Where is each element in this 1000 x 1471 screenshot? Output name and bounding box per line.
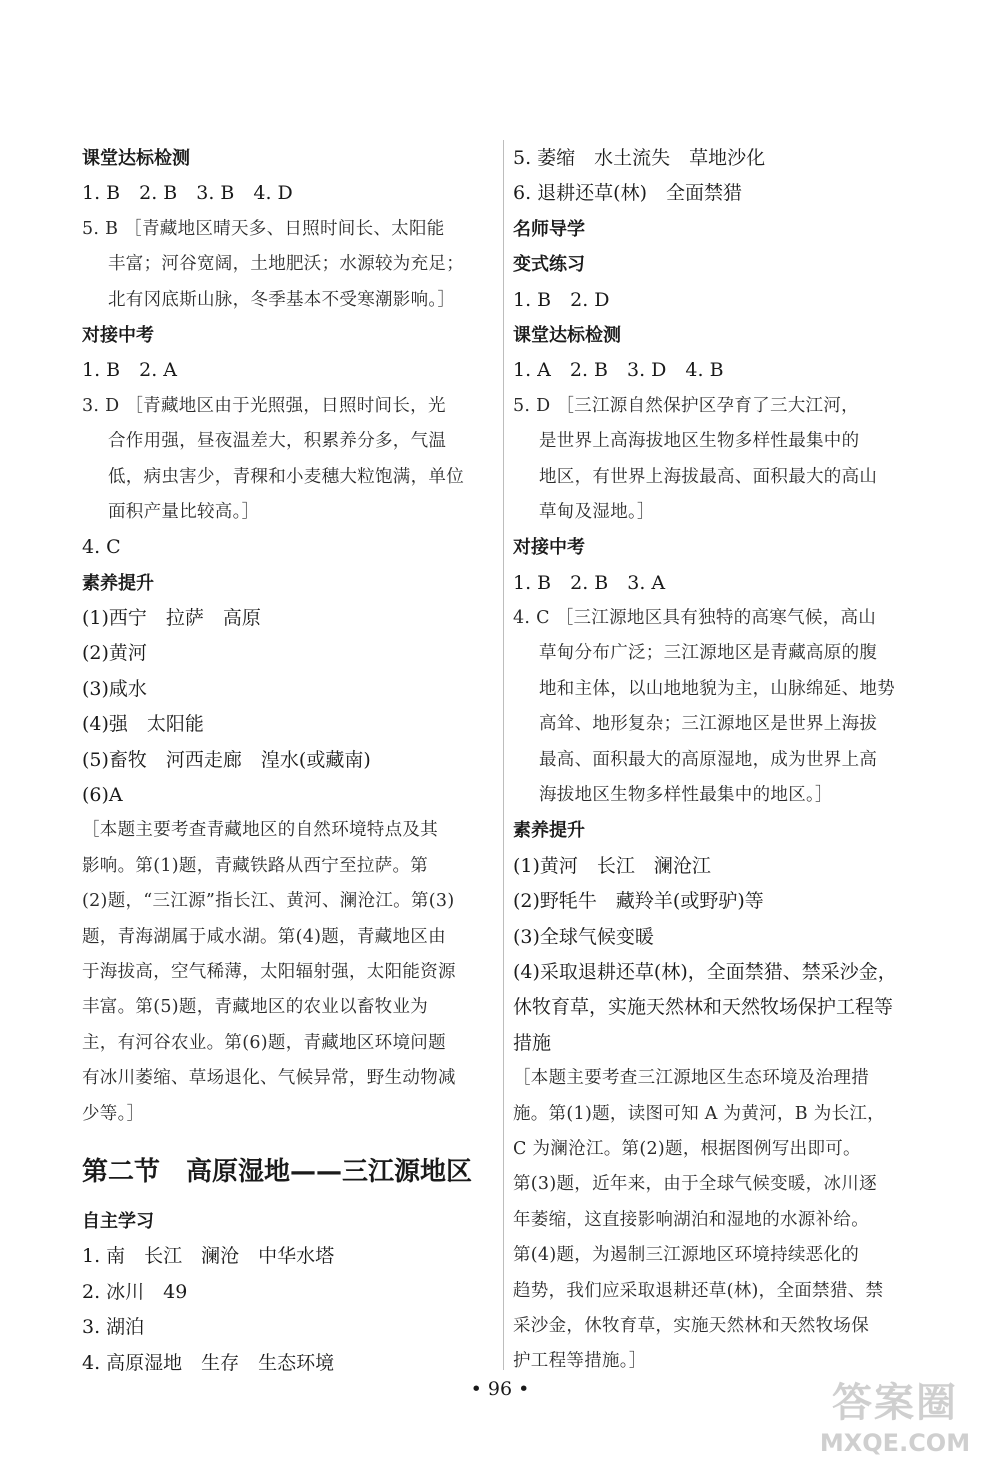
- answer-line: ［本题主要考查三江源地区生态环境及治理措: [513, 1068, 869, 1089]
- column-divider: [503, 140, 504, 1370]
- answer-line: 有冰川萎缩、草场退化、气候异常，野生动物减: [82, 1068, 456, 1089]
- answer-line: 5. B ［青藏地区晴天多、日照时间长、太阳能: [82, 218, 445, 239]
- answer-line: 5. D ［三江源自然保护区孕育了三大江河，: [513, 395, 859, 416]
- answer-line: 影响。第(1)题，青藏铁路从西宁至拉萨。第: [82, 855, 429, 876]
- section-heading: 课堂达标检测: [82, 148, 190, 169]
- answer-line: 地和主体，以山地地貌为主，山脉绵延、地势: [539, 678, 895, 699]
- answer-line: (6)A: [82, 784, 123, 807]
- answer-line: 丰富；河谷宽阔，土地肥沃；水源较为充足；: [108, 254, 464, 275]
- answer-line: 合作用强，昼夜温差大，积累养分多，气温: [108, 431, 447, 452]
- answer-line: (3)咸水: [82, 677, 147, 700]
- section-heading: 素养提升: [513, 820, 585, 842]
- answer-line: (3)全球气候变暖: [513, 925, 654, 948]
- watermark-logo-text: 答案圈: [832, 1380, 958, 1426]
- answer-line: 1. B 2. A: [82, 359, 178, 382]
- page-number: • 96 •: [470, 1378, 530, 1400]
- answer-line: 1. B 2. B 3. B 4. D: [82, 182, 293, 205]
- answer-line: 面积产量比较高。］: [108, 501, 260, 522]
- section-heading: 变式练习: [513, 254, 585, 276]
- answer-line: 年萎缩，这直接影响湖泊和湿地的水源补给。: [513, 1209, 869, 1230]
- left-answers-part-2: [82, 1204, 494, 1381]
- answer-line: 最高、面积最大的高原湿地，成为世界上高: [539, 749, 878, 770]
- answer-line: 主，有河谷农业。第(6)题，青藏地区环境问题: [82, 1032, 446, 1053]
- answer-line: 第(4)题，为遏制三江源地区环境持续恶化的: [513, 1245, 860, 1266]
- answer-line: 少等。］: [82, 1103, 145, 1124]
- answer-line: 草甸及湿地。］: [539, 501, 655, 522]
- answer-line: (1)黄河 长江 澜沧江: [513, 854, 711, 877]
- right-column: [513, 141, 925, 1380]
- answer-line: (5)畜牧 河西走廊 湟水(或藏南): [82, 748, 371, 771]
- answer-line: 护工程等措施。］: [513, 1351, 647, 1372]
- answer-line: 6. 退耕还草(林) 全面禁猎: [513, 182, 742, 205]
- answer-line: 高耸、地形复杂；三江源地区是世界上海拔: [539, 714, 878, 735]
- answer-line: 4. C: [82, 536, 121, 559]
- answer-line: 3. D ［青藏地区由于光照强，日照时间长，光: [82, 395, 446, 416]
- answer-line: 3. 湖泊: [82, 1316, 145, 1339]
- answer-line: 低，病虫害少，青稞和小麦穗大粒饱满，单位: [108, 466, 464, 487]
- answer-line: 丰富。第(5)题，青藏地区的农业以畜牧业为: [82, 997, 429, 1018]
- answer-line: (4)强 太阳能: [82, 713, 204, 736]
- answer-line: 2. 冰川 49: [82, 1280, 188, 1303]
- answer-line: (2)野牦牛 藏羚羊(或野驴)等: [513, 890, 764, 913]
- answer-line: 题，青海湖属于咸水湖。第(4)题，青藏地区由: [82, 926, 446, 947]
- answer-line: C 为澜沧江。第(2)题，根据图例写出即可。: [513, 1138, 861, 1159]
- answer-line: 4. C ［三江源地区具有独特的高寒气候，高山: [513, 608, 877, 629]
- answer-line: 1. B 2. B 3. A: [513, 571, 666, 594]
- section-heading: 课堂达标检测: [513, 324, 621, 346]
- section-heading: 对接中考: [82, 324, 154, 346]
- answer-line: 趋势，我们应采取退耕还草(林)，全面禁猎、禁: [513, 1280, 884, 1301]
- answer-line: ［本题主要考查青藏地区的自然环境特点及其: [82, 820, 438, 841]
- answer-line: 草甸分布广泛；三江源地区是青藏高原的腹: [539, 643, 878, 664]
- answer-line: (2)题，“三江源”指长江、黄河、澜沧江。第(3): [82, 891, 455, 912]
- answer-line: 1. B 2. D: [513, 288, 610, 311]
- watermark-url: MXQE.COM: [819, 1429, 971, 1457]
- left-answers-part-1: [82, 141, 494, 1132]
- answer-line: (1)西宁 拉萨 高原: [82, 607, 261, 630]
- section-heading: 素养提升: [82, 572, 154, 594]
- answer-line: 休牧育草，实施天然林和天然牧场保护工程等: [513, 996, 894, 1019]
- answer-line: 4. 高原湿地 生存 生态环境: [82, 1351, 335, 1374]
- answer-line: 采沙金，休牧育草，实施天然林和天然牧场保: [513, 1315, 869, 1336]
- watermark-logo: [800, 1378, 990, 1466]
- answer-line: 措施: [513, 1031, 552, 1054]
- answer-line: 地区，有世界上海拔最高、面积最大的高山: [539, 466, 878, 487]
- answer-line: 是世界上高海拔地区生物多样性最集中的: [539, 431, 860, 452]
- right-answers: [513, 141, 925, 1380]
- answer-line: 海拔地区生物多样性最集中的地区。］: [539, 785, 833, 806]
- section-heading: 自主学习: [82, 1210, 154, 1232]
- answer-line: 于海拔高，空气稀薄，太阳辐射强，太阳能资源: [82, 961, 456, 982]
- answer-line: (2)黄河: [82, 642, 147, 665]
- answer-line: 第(3)题，近年来，由于全球气候变暖，冰川逐: [513, 1174, 877, 1195]
- section-heading: 名师导学: [513, 218, 585, 240]
- answer-line: 5. 萎缩 水土流失 草地沙化: [513, 147, 766, 169]
- left-column: [82, 141, 494, 1381]
- section-title: 第二节 高原湿地——三江源地区: [82, 1156, 473, 1187]
- answer-line: 1. 南 长江 澜沧 中华水塔: [82, 1245, 335, 1268]
- section-heading: 对接中考: [513, 537, 585, 559]
- answer-line: 北有冈底斯山脉，冬季基本不受寒潮影响。］: [108, 289, 456, 310]
- answer-line: 1. A 2. B 3. D 4. B: [513, 359, 724, 382]
- answer-line: 施。第(1)题，读图可知 A 为黄河，B 为长江，: [513, 1103, 885, 1124]
- answer-line: (4)采取退耕还草(林)，全面禁猎、禁采沙金，: [513, 960, 897, 983]
